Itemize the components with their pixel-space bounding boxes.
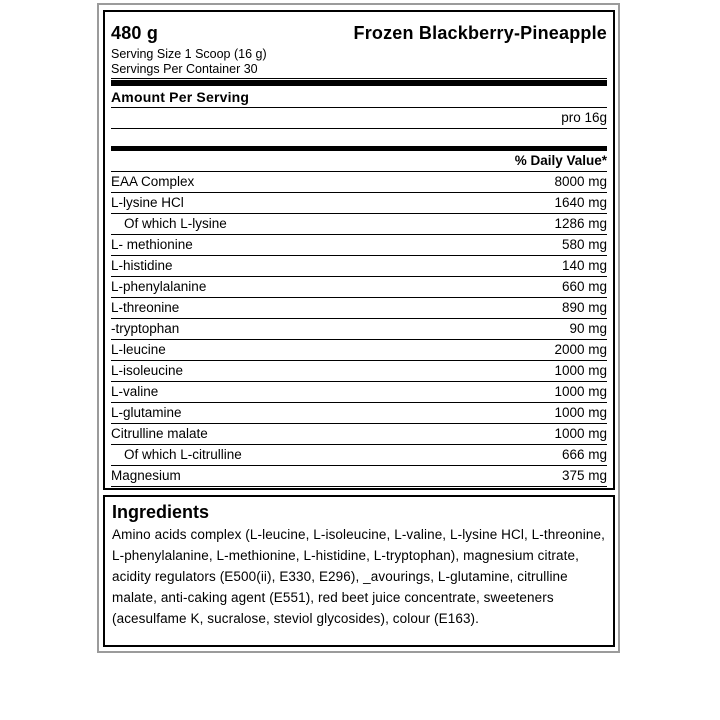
nutrient-row bbox=[111, 403, 607, 424]
nutrient-name: L-phenylalanine bbox=[111, 279, 207, 294]
ingredients-heading: Ingredients bbox=[112, 502, 210, 522]
flavor-name: Frozen Blackberry-Pineapple bbox=[353, 23, 607, 43]
nutrient-name: L-isoleucine bbox=[111, 363, 184, 378]
nutrient-row bbox=[111, 298, 607, 319]
nutrient-amount: 890 mg bbox=[561, 300, 607, 315]
label-frame bbox=[97, 3, 620, 653]
nutrient-name: L-histidine bbox=[111, 258, 173, 273]
nutrient-name: Of which L-citrulline bbox=[124, 447, 242, 462]
nutrient-amount: 1000 mg bbox=[554, 405, 607, 420]
nutrient-amount: 660 mg bbox=[561, 279, 607, 294]
nutrient-row bbox=[111, 277, 607, 298]
nutrient-name: L-threonine bbox=[111, 300, 180, 315]
per-serving-column-label: pro 16g bbox=[111, 108, 607, 129]
nutrient-amount: 1640 mg bbox=[554, 195, 607, 210]
nutrient-amount: 1000 mg bbox=[554, 426, 607, 441]
nutrient-row bbox=[111, 193, 607, 214]
nutrient-table bbox=[111, 172, 607, 487]
nutrient-amount: 375 mg bbox=[561, 468, 607, 483]
ingredients-text: Amino acids complex (L-leucine, L-isoleucine, L-valine, L-lysine HCl, L-threonine, L-phenylalanine, L-methionine, L-histidine, L-tryptophan), magnesium citrate, acidity regulators (E500(ii), E330, E296), _avourings, L-glutamine, citrulline malate, anti-caking agent (E551), red beet juice concentrate, sweeteners (acesulfame K, sucralose, steviol glycosides), colour (E163). bbox=[112, 527, 605, 626]
nutrient-name: L-leucine bbox=[111, 342, 166, 357]
nutrient-row bbox=[111, 214, 607, 235]
label-title-row bbox=[111, 22, 607, 44]
nutrient-name: L- methionine bbox=[111, 237, 193, 252]
daily-value-header: % Daily Value* bbox=[111, 151, 607, 172]
net-weight: 480 g bbox=[111, 23, 159, 43]
nutrient-row bbox=[111, 424, 607, 445]
nutrient-row bbox=[111, 466, 607, 487]
nutrient-row bbox=[111, 445, 607, 466]
amount-per-serving-heading: Amount Per Serving bbox=[111, 86, 607, 108]
nutrient-amount: 140 mg bbox=[561, 258, 607, 273]
nutrient-name: -tryptophan bbox=[111, 321, 180, 336]
nutrient-name: L-glutamine bbox=[111, 405, 182, 420]
serving-size: Serving Size 1 Scoop (16 g) bbox=[111, 47, 267, 61]
nutrient-row bbox=[111, 319, 607, 340]
nutrient-amount: 90 mg bbox=[569, 321, 607, 336]
nutrient-amount: 2000 mg bbox=[554, 342, 607, 357]
ingredients-panel bbox=[103, 495, 615, 647]
nutrient-row bbox=[111, 382, 607, 403]
nutrient-name: L-valine bbox=[111, 384, 159, 399]
nutrient-name: Citrulline malate bbox=[111, 426, 208, 441]
blank-spacer bbox=[111, 129, 607, 146]
nutrient-row bbox=[111, 256, 607, 277]
nutrient-amount: 1286 mg bbox=[554, 216, 607, 231]
nutrient-row bbox=[111, 361, 607, 382]
nutrient-name: EAA Complex bbox=[111, 174, 195, 189]
nutrient-row bbox=[111, 340, 607, 361]
nutrient-name: L-lysine HCl bbox=[111, 195, 184, 210]
nutrient-row bbox=[111, 235, 607, 256]
nutrient-row bbox=[111, 172, 607, 193]
nutrient-name: Magnesium bbox=[111, 468, 181, 483]
nutrient-name: Of which L-lysine bbox=[124, 216, 227, 231]
nutrition-facts-panel bbox=[103, 10, 615, 490]
nutrient-amount: 666 mg bbox=[561, 447, 607, 462]
servings-per-container: Servings Per Container 30 bbox=[111, 62, 607, 79]
nutrient-amount: 8000 mg bbox=[554, 174, 607, 189]
nutrient-amount: 580 mg bbox=[561, 237, 607, 252]
nutrient-amount: 1000 mg bbox=[554, 384, 607, 399]
nutrient-amount: 1000 mg bbox=[554, 363, 607, 378]
